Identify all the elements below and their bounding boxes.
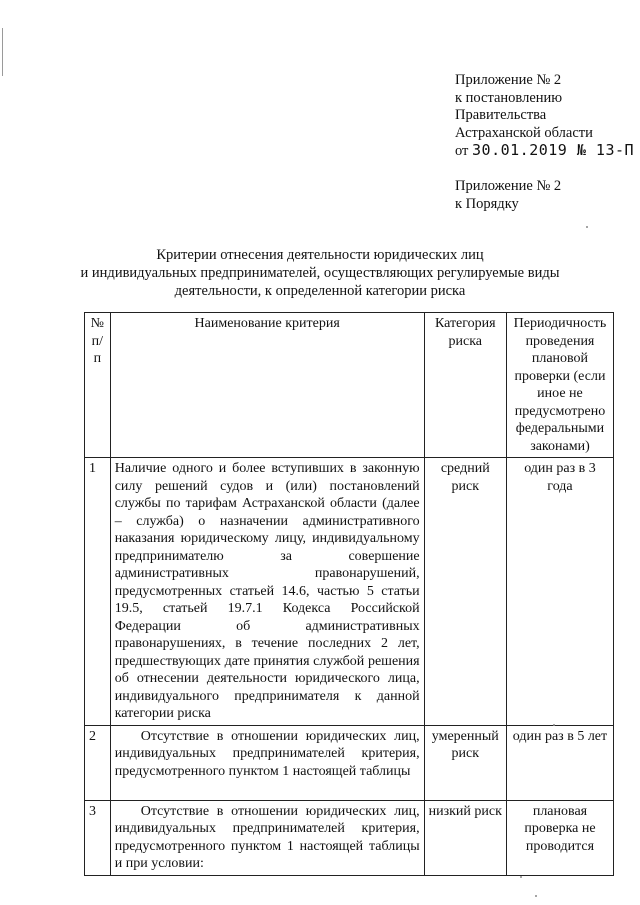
annex-order xyxy=(455,178,561,213)
scan-speck xyxy=(553,724,555,726)
annex-line: Правительства xyxy=(455,107,547,123)
table-header-row xyxy=(85,313,614,458)
row-number: 1 xyxy=(85,458,111,726)
scan-speck xyxy=(520,876,522,878)
table-row xyxy=(85,800,614,875)
annex-date-prefix: от xyxy=(455,143,469,159)
scan-edge-mark xyxy=(2,28,3,76)
criterion-text: Наличие одного и более вступивших в законную силу решений судов и (или) постановлений службы по тарифам Астраханской области (далее – служба) о назначении административного наказания юридическому лицу, индивидуальному предпринимателю за совершение административных правонарушений, предусмотренных статьей 14.6, частью 5 статьи 19.5, статьей 19.7.1 Кодекса Российской Федерации об административных правонарушениях, в течение последних 2 лет, предшествующих дате принятия службой решения об отнесении деятельности юридического лица, индивидуального предпринимателя к данной категории риска xyxy=(110,458,424,726)
header-criterion-name: Наименование критерия xyxy=(110,313,424,458)
header-risk-category: Категория риска xyxy=(424,313,506,458)
header-inspection-periodicity: Периодичность проведения плановой проверки (если иное не предусмотрено федеральными законами) xyxy=(506,313,613,458)
annex-line: к Порядку xyxy=(455,195,519,212)
header-number: № п/п xyxy=(85,313,111,458)
annex-line: Приложение № 2 xyxy=(455,178,562,194)
title-line: и индивидуальных предпринимателей, осуществляющих регулируемые виды xyxy=(80,265,560,281)
scan-speck xyxy=(586,226,588,228)
table-row xyxy=(85,725,614,800)
annex-government-resolution xyxy=(455,72,634,161)
risk-category: средний риск xyxy=(424,458,506,726)
annex-line: Астраханской области xyxy=(455,124,593,141)
resolution-date-number: 30.01.2019 № 13-П xyxy=(472,141,635,159)
document-title xyxy=(60,246,580,300)
inspection-periodicity: один раз в 3 года xyxy=(506,458,613,726)
row-number: 2 xyxy=(85,725,111,800)
annex-line: Приложение № 2 xyxy=(455,72,562,88)
scan-speck xyxy=(535,895,537,897)
criterion-text: Отсутствие в отношении юридических лиц, индивидуальных предпринимателей критерия, предусмотренного пунктом 1 настоящей таблицы и при условии: xyxy=(110,800,424,875)
row-number: 3 xyxy=(85,800,111,875)
inspection-periodicity: плановая проверка не проводится xyxy=(506,800,613,875)
risk-category: умеренный риск xyxy=(424,725,506,800)
criterion-text: Отсутствие в отношении юридических лиц, индивидуальных предпринимателей критерия, предусмотренного пунктом 1 настоящей таблицы xyxy=(110,725,424,800)
annex-date-line xyxy=(455,142,634,161)
risk-criteria-table xyxy=(84,312,614,876)
risk-category: низкий риск xyxy=(424,800,506,875)
title-line: Критерии отнесения деятельности юридических лиц xyxy=(156,247,484,263)
title-line: деятельности, к определенной категории риска xyxy=(174,283,466,299)
inspection-periodicity: один раз в 5 лет xyxy=(506,725,613,800)
table-row xyxy=(85,458,614,726)
annex-line: к постановлению xyxy=(455,89,563,106)
